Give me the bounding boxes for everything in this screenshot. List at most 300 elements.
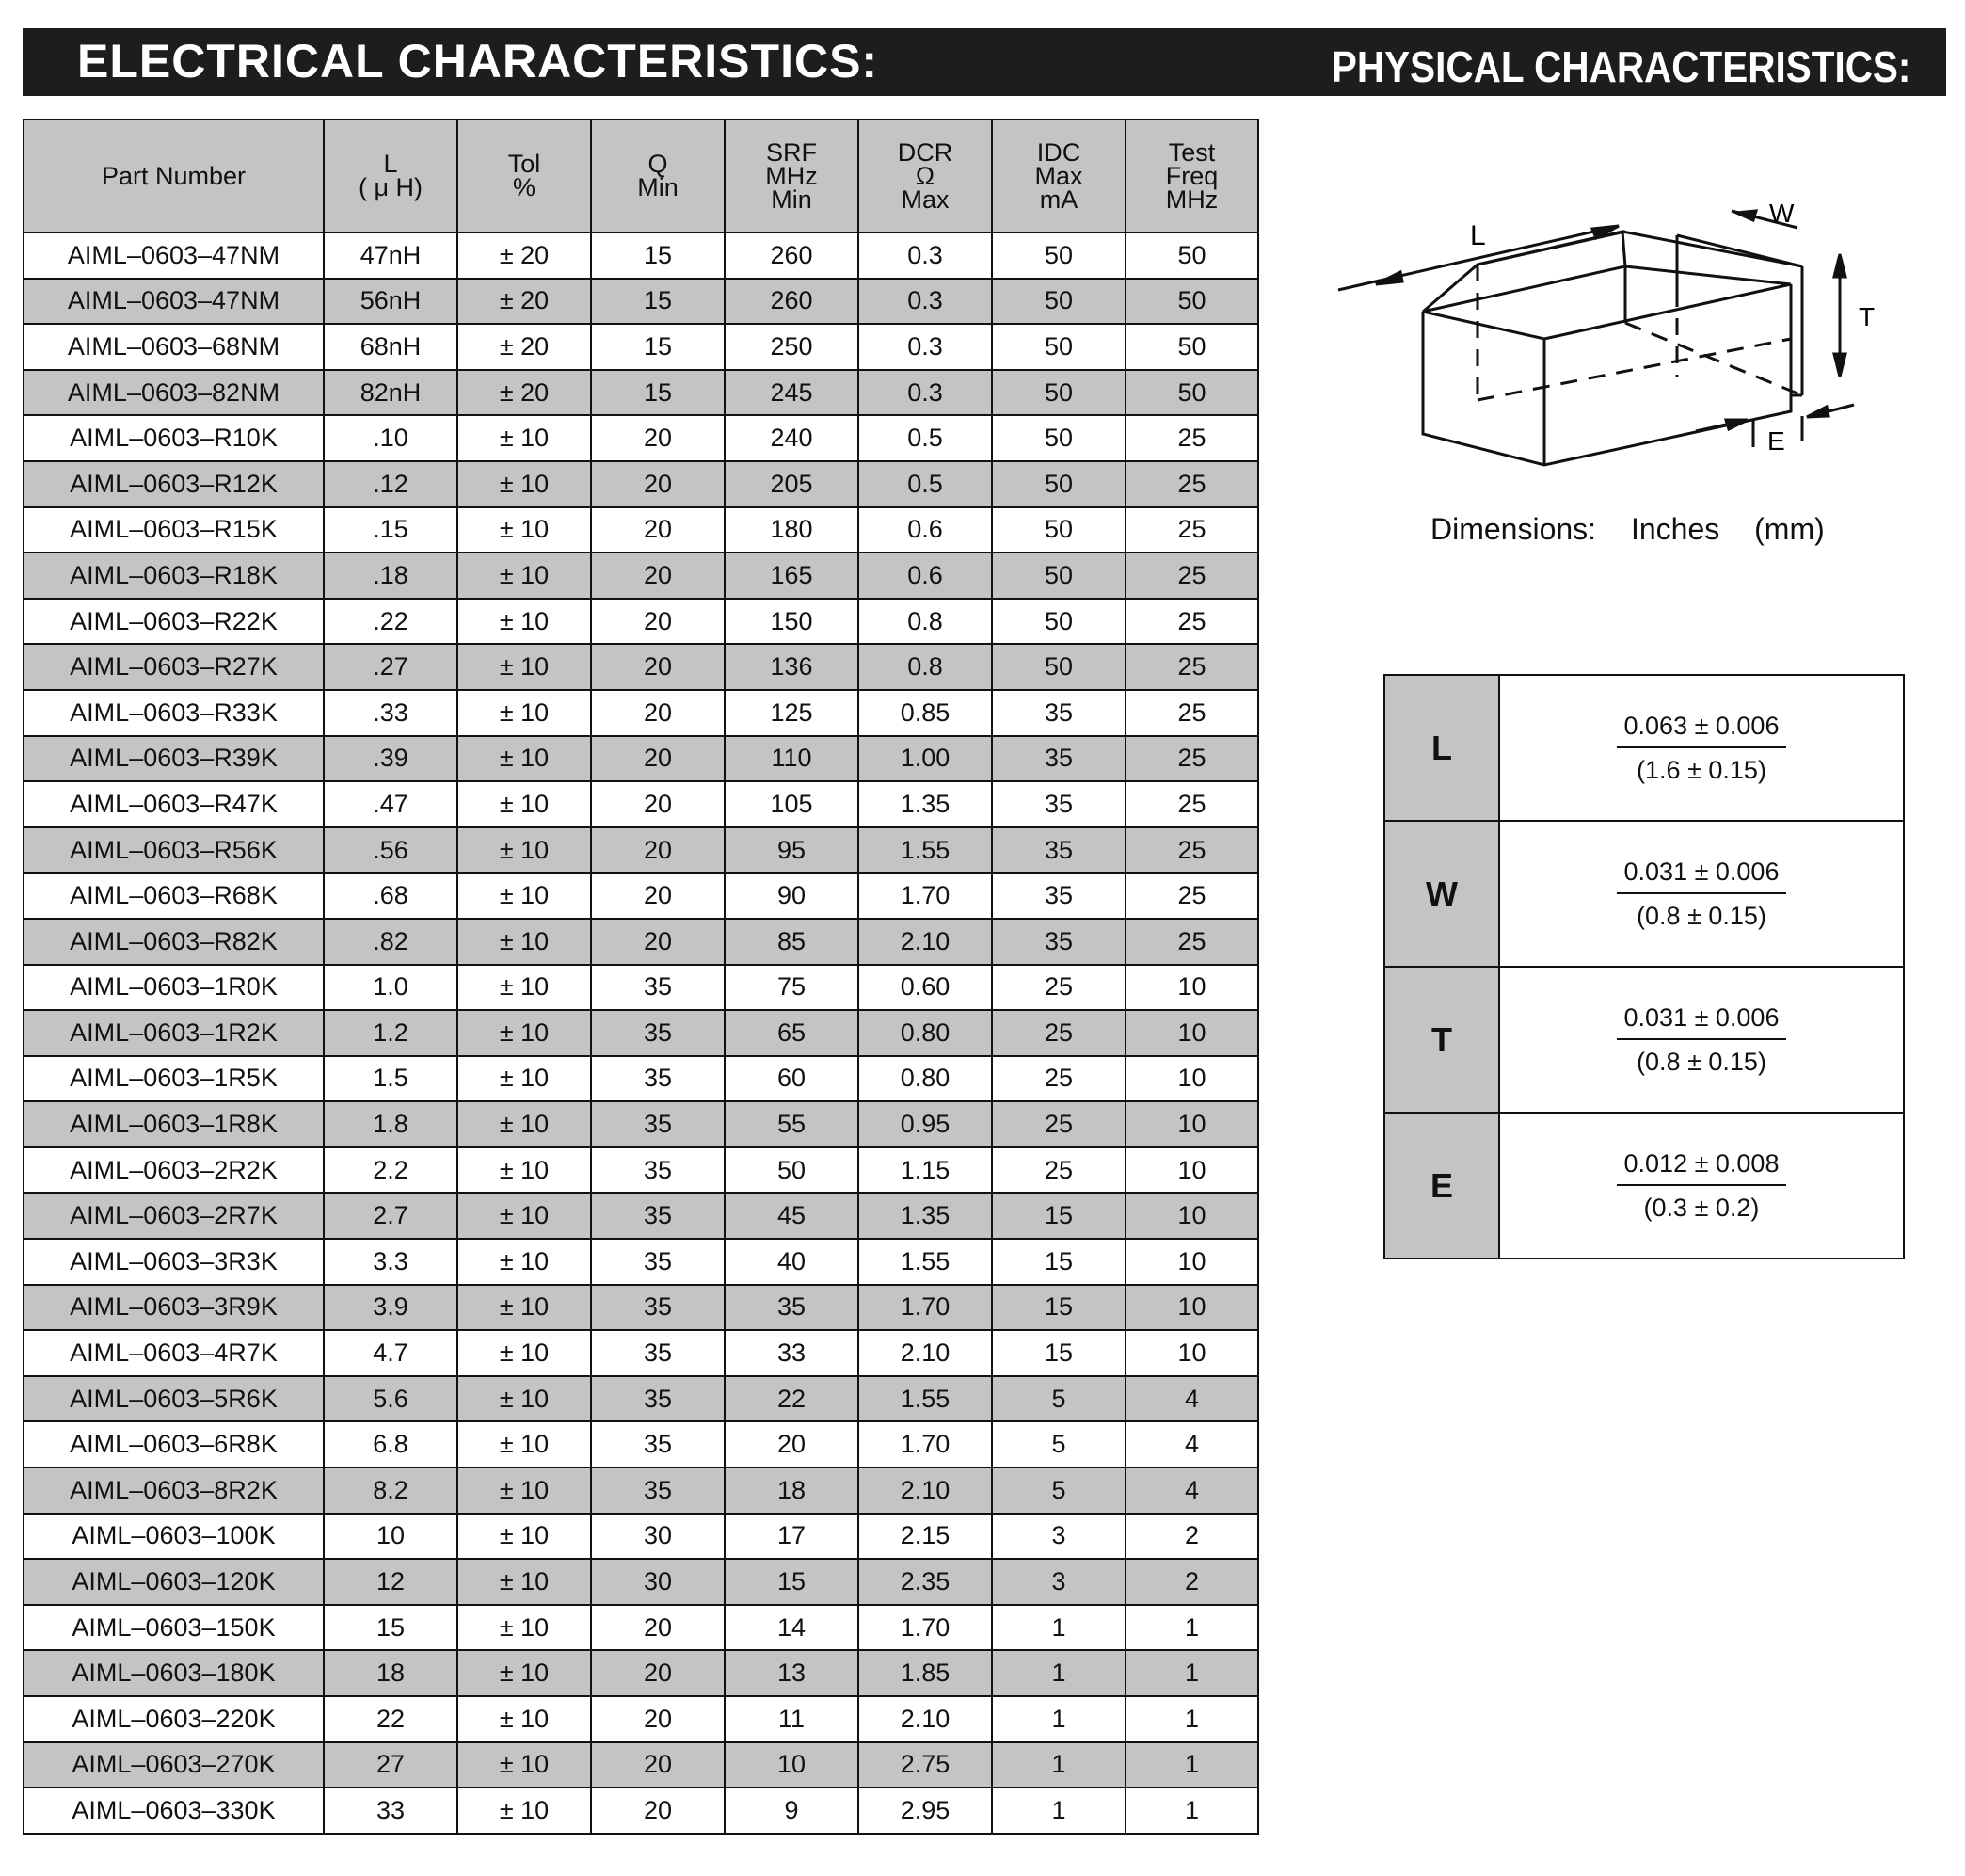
table-cell: 4 <box>1126 1421 1258 1467</box>
table-cell: 1 <box>992 1696 1126 1742</box>
table-cell: 35 <box>591 1330 725 1376</box>
table-cell: 25 <box>1126 553 1258 599</box>
table-row <box>24 1650 1258 1696</box>
table-cell: 110 <box>725 736 858 782</box>
dimension-value <box>1499 1113 1904 1259</box>
column-header <box>24 120 324 232</box>
table-cell: 10 <box>1126 965 1258 1011</box>
table-cell: ± 10 <box>457 1147 591 1194</box>
table-cell: ± 10 <box>457 781 591 827</box>
table-cell: 1.85 <box>858 1650 992 1696</box>
diagram-label-w: W <box>1769 199 1795 228</box>
part-number-cell: AIML–0603–R68K <box>24 873 324 919</box>
table-cell: 35 <box>591 1421 725 1467</box>
table-cell: 90 <box>725 873 858 919</box>
table-cell: 15 <box>591 279 725 325</box>
table-row <box>24 1421 1258 1467</box>
table-cell: 50 <box>992 232 1126 279</box>
table-cell: 1 <box>1126 1605 1258 1651</box>
dimension-value <box>1499 967 1904 1113</box>
table-cell: 25 <box>1126 507 1258 553</box>
column-header-line: Max <box>1034 161 1083 190</box>
table-cell: ± 10 <box>457 644 591 690</box>
dimension-fraction <box>1617 1003 1787 1077</box>
part-number-cell: AIML–0603–R56K <box>24 827 324 874</box>
table-cell: ± 20 <box>457 232 591 279</box>
table-row <box>24 919 1258 965</box>
table-row <box>24 873 1258 919</box>
table-cell: 95 <box>725 827 858 874</box>
table-cell: 18 <box>725 1467 858 1514</box>
table-cell: 25 <box>992 1056 1126 1102</box>
table-cell: 250 <box>725 324 858 370</box>
dimensions-label: Dimensions: <box>1430 512 1597 546</box>
dimension-fraction <box>1617 712 1787 785</box>
table-row <box>24 781 1258 827</box>
table-cell: ± 10 <box>457 1421 591 1467</box>
column-header-line: Tol <box>507 150 541 178</box>
table-cell: 8.2 <box>324 1467 457 1514</box>
column-header <box>725 120 858 232</box>
column-header-line: Ω <box>915 161 935 190</box>
table-cell: 20 <box>591 736 725 782</box>
table-cell: 50 <box>1126 232 1258 279</box>
table-cell: .15 <box>324 507 457 553</box>
table-cell: ± 20 <box>457 370 591 416</box>
table-cell: 35 <box>725 1285 858 1331</box>
table-cell: 105 <box>725 781 858 827</box>
table-cell: ± 10 <box>457 690 591 736</box>
section-banner <box>23 28 1946 96</box>
table-row <box>24 1559 1258 1605</box>
table-cell: 3 <box>992 1514 1126 1560</box>
column-header <box>1126 120 1258 232</box>
table-cell: 15 <box>324 1605 457 1651</box>
table-cell: 125 <box>725 690 858 736</box>
table-row <box>24 232 1258 279</box>
table-cell: ± 10 <box>457 1330 591 1376</box>
table-cell: .27 <box>324 644 457 690</box>
column-header-line: L <box>383 150 398 178</box>
table-cell: 35 <box>992 781 1126 827</box>
column-header-line: Min <box>771 184 812 214</box>
table-cell: ± 10 <box>457 827 591 874</box>
table-cell: 35 <box>591 1056 725 1102</box>
table-cell: .33 <box>324 690 457 736</box>
table-row <box>24 553 1258 599</box>
table-cell: 35 <box>591 1147 725 1194</box>
dimension-mm: (0.8 ± 0.15) <box>1637 1047 1766 1076</box>
table-cell: 15 <box>591 370 725 416</box>
part-number-cell: AIML–0603–47NM <box>24 279 324 325</box>
diagram-label-l: L <box>1470 220 1486 251</box>
table-cell: 50 <box>992 461 1126 507</box>
table-cell: 15 <box>992 1193 1126 1239</box>
table-row <box>24 690 1258 736</box>
table-cell: ± 10 <box>457 1605 591 1651</box>
table-row <box>24 461 1258 507</box>
part-number-cell: AIML–0603–2R2K <box>24 1147 324 1194</box>
table-row <box>24 1285 1258 1331</box>
table-cell: ± 10 <box>457 1650 591 1696</box>
table-cell: 5 <box>992 1376 1126 1422</box>
table-row <box>24 279 1258 325</box>
physical-table-body <box>1384 675 1904 1259</box>
table-cell: 2.7 <box>324 1193 457 1239</box>
column-header <box>992 120 1126 232</box>
part-number-cell: AIML–0603–3R3K <box>24 1239 324 1285</box>
table-cell: 2.2 <box>324 1147 457 1194</box>
table-cell: 68nH <box>324 324 457 370</box>
table-cell: 18 <box>324 1650 457 1696</box>
part-number-cell: AIML–0603–1R2K <box>24 1010 324 1056</box>
table-cell: ± 10 <box>457 965 591 1011</box>
table-cell: ± 10 <box>457 1559 591 1605</box>
dimension-inches: 0.031 ± 0.006 <box>1617 858 1787 894</box>
column-header-line: mA <box>1039 184 1078 214</box>
table-cell: ± 10 <box>457 873 591 919</box>
table-cell: 12 <box>324 1559 457 1605</box>
table-cell: 35 <box>591 1467 725 1514</box>
table-cell: 1 <box>1126 1788 1258 1834</box>
part-number-cell: AIML–0603–3R9K <box>24 1285 324 1331</box>
table-cell: .47 <box>324 781 457 827</box>
table-cell: ± 10 <box>457 919 591 965</box>
part-number-cell: AIML–0603–R82K <box>24 919 324 965</box>
table-cell: 50 <box>992 279 1126 325</box>
table-cell: 4.7 <box>324 1330 457 1376</box>
table-cell: 20 <box>591 415 725 461</box>
table-row <box>24 370 1258 416</box>
table-cell: 20 <box>591 781 725 827</box>
table-cell: 20 <box>591 644 725 690</box>
table-cell: ± 10 <box>457 1285 591 1331</box>
table-cell: 260 <box>725 232 858 279</box>
table-cell: 20 <box>591 553 725 599</box>
table-header-row <box>24 120 1258 232</box>
table-cell: 1 <box>992 1605 1126 1651</box>
table-cell: 50 <box>1126 279 1258 325</box>
dimension-value <box>1499 675 1904 821</box>
table-cell: 2.10 <box>858 1467 992 1514</box>
column-header-line: % <box>512 173 535 201</box>
table-cell: 1 <box>992 1742 1126 1788</box>
table-cell: ± 10 <box>457 415 591 461</box>
column-header-line: IDC <box>1036 137 1081 167</box>
table-cell: 50 <box>992 599 1126 645</box>
part-number-cell: AIML–0603–R47K <box>24 781 324 827</box>
table-cell: 25 <box>992 965 1126 1011</box>
table-cell: 1.8 <box>324 1101 457 1147</box>
column-header-line: SRF <box>766 137 817 167</box>
table-cell: 4 <box>1126 1467 1258 1514</box>
table-row <box>24 415 1258 461</box>
table-cell: 1.35 <box>858 1193 992 1239</box>
table-cell: 136 <box>725 644 858 690</box>
table-cell: ± 10 <box>457 1788 591 1834</box>
table-cell: 1 <box>992 1788 1126 1834</box>
table-cell: 35 <box>591 965 725 1011</box>
table-cell: 0.5 <box>858 461 992 507</box>
table-cell: 1 <box>992 1650 1126 1696</box>
table-cell: 50 <box>725 1147 858 1194</box>
table-cell: 1.35 <box>858 781 992 827</box>
physical-characteristics-title: PHYSICAL CHARACTERISTICS: <box>1331 42 1910 91</box>
part-number-cell: AIML–0603–R27K <box>24 644 324 690</box>
table-cell: .18 <box>324 553 457 599</box>
table-cell: .39 <box>324 736 457 782</box>
table-cell: 180 <box>725 507 858 553</box>
table-cell: 33 <box>324 1788 457 1834</box>
table-cell: 6.8 <box>324 1421 457 1467</box>
table-cell: 50 <box>992 415 1126 461</box>
table-cell: ± 10 <box>457 1101 591 1147</box>
table-cell: 10 <box>1126 1285 1258 1331</box>
table-row <box>24 1467 1258 1514</box>
table-cell: 15 <box>725 1559 858 1605</box>
table-cell: 20 <box>591 1788 725 1834</box>
table-row <box>24 965 1258 1011</box>
table-cell: 1.55 <box>858 1239 992 1285</box>
table-cell: 35 <box>992 919 1126 965</box>
dimensions-caption <box>1430 512 1851 547</box>
table-cell: .22 <box>324 599 457 645</box>
table-row <box>24 1376 1258 1422</box>
dimension-fraction <box>1617 858 1787 931</box>
column-header-line: Part Number <box>101 161 247 190</box>
table-cell: 15 <box>591 324 725 370</box>
diagram-label-t: T <box>1859 302 1876 331</box>
table-cell: 1 <box>1126 1742 1258 1788</box>
part-number-cell: AIML–0603–68NM <box>24 324 324 370</box>
table-cell: 0.3 <box>858 232 992 279</box>
table-cell: 10 <box>1126 1193 1258 1239</box>
table-cell: 0.8 <box>858 644 992 690</box>
table-cell: 10 <box>1126 1010 1258 1056</box>
table-cell: 1.70 <box>858 1285 992 1331</box>
table-cell: 2.10 <box>858 1696 992 1742</box>
table-cell: ± 10 <box>457 1742 591 1788</box>
table-cell: 165 <box>725 553 858 599</box>
table-row <box>24 1101 1258 1147</box>
table-cell: 35 <box>992 736 1126 782</box>
table-cell: 25 <box>992 1101 1126 1147</box>
table-cell: 13 <box>725 1650 858 1696</box>
part-number-cell: AIML–0603–R18K <box>24 553 324 599</box>
table-cell: 260 <box>725 279 858 325</box>
table-row <box>24 1514 1258 1560</box>
table-cell: .10 <box>324 415 457 461</box>
table-cell: 20 <box>591 873 725 919</box>
dimensions-unit-inches: Inches <box>1630 512 1720 546</box>
column-header <box>457 120 591 232</box>
table-cell: 0.6 <box>858 507 992 553</box>
dimension-mm: (1.6 ± 0.15) <box>1637 755 1766 784</box>
table-cell: 10 <box>324 1514 457 1560</box>
table-cell: 1.2 <box>324 1010 457 1056</box>
table-cell: 35 <box>591 1101 725 1147</box>
table-cell: 50 <box>992 324 1126 370</box>
dimension-key: W <box>1384 821 1499 967</box>
table-cell: 0.3 <box>858 324 992 370</box>
table-cell: 50 <box>1126 324 1258 370</box>
table-cell: 50 <box>992 553 1126 599</box>
table-cell: 0.95 <box>858 1101 992 1147</box>
column-header-line: DCR <box>897 137 953 167</box>
dimension-mm: (0.3 ± 0.2) <box>1643 1193 1760 1222</box>
table-cell: 2.10 <box>858 1330 992 1376</box>
table-cell: 35 <box>591 1376 725 1422</box>
table-cell: 25 <box>1126 599 1258 645</box>
table-cell: 35 <box>992 827 1126 874</box>
table-cell: 25 <box>1126 919 1258 965</box>
dimension-fraction <box>1617 1149 1787 1223</box>
table-cell: 50 <box>992 644 1126 690</box>
dimension-inches: 0.063 ± 0.006 <box>1617 712 1787 748</box>
part-number-cell: AIML–0603–R10K <box>24 415 324 461</box>
table-cell: ± 10 <box>457 1696 591 1742</box>
table-row <box>24 1010 1258 1056</box>
table-cell: 20 <box>591 827 725 874</box>
table-cell: 45 <box>725 1193 858 1239</box>
table-cell: 10 <box>1126 1147 1258 1194</box>
part-number-cell: AIML–0603–82NM <box>24 370 324 416</box>
dimension-inches: 0.031 ± 0.006 <box>1617 1003 1787 1040</box>
column-header <box>324 120 457 232</box>
table-cell: 35 <box>992 690 1126 736</box>
table-cell: 35 <box>591 1285 725 1331</box>
table-cell: 15 <box>992 1239 1126 1285</box>
table-cell: 15 <box>591 232 725 279</box>
table-cell: 2 <box>1126 1559 1258 1605</box>
dimension-value <box>1499 821 1904 967</box>
part-number-cell: AIML–0603–2R7K <box>24 1193 324 1239</box>
table-cell: 5.6 <box>324 1376 457 1422</box>
table-cell: 3.9 <box>324 1285 457 1331</box>
table-cell: 22 <box>725 1376 858 1422</box>
table-row <box>24 507 1258 553</box>
table-cell: 47nH <box>324 232 457 279</box>
table-cell: .56 <box>324 827 457 874</box>
table-cell: ± 10 <box>457 736 591 782</box>
table-row <box>24 736 1258 782</box>
table-cell: 4 <box>1126 1376 1258 1422</box>
table-cell: 50 <box>992 370 1126 416</box>
table-row <box>24 1056 1258 1102</box>
part-number-cell: AIML–0603–1R0K <box>24 965 324 1011</box>
part-number-cell: AIML–0603–5R6K <box>24 1376 324 1422</box>
part-number-cell: AIML–0603–270K <box>24 1742 324 1788</box>
part-number-cell: AIML–0603–8R2K <box>24 1467 324 1514</box>
table-cell: 30 <box>591 1514 725 1560</box>
table-cell: .68 <box>324 873 457 919</box>
table-row <box>24 1742 1258 1788</box>
table-row <box>24 1193 1258 1239</box>
table-cell: 5 <box>992 1421 1126 1467</box>
table-cell: ± 20 <box>457 324 591 370</box>
dimension-key: T <box>1384 967 1499 1113</box>
table-cell: 85 <box>725 919 858 965</box>
dimension-inches: 0.012 ± 0.008 <box>1617 1149 1787 1186</box>
table-cell: 50 <box>992 507 1126 553</box>
table-cell: 20 <box>591 919 725 965</box>
part-number-cell: AIML–0603–120K <box>24 1559 324 1605</box>
table-cell: 35 <box>591 1010 725 1056</box>
table-cell: 20 <box>591 507 725 553</box>
table-cell: ± 10 <box>457 553 591 599</box>
table-cell: 27 <box>324 1742 457 1788</box>
table-cell: 1.70 <box>858 873 992 919</box>
table-cell: 2.95 <box>858 1788 992 1834</box>
table-cell: 0.80 <box>858 1010 992 1056</box>
table-cell: 150 <box>725 599 858 645</box>
table-cell: 20 <box>591 461 725 507</box>
table-cell: 10 <box>1126 1239 1258 1285</box>
table-cell: 35 <box>992 873 1126 919</box>
table-cell: 2 <box>1126 1514 1258 1560</box>
table-cell: ± 10 <box>457 599 591 645</box>
table-cell: 1.70 <box>858 1421 992 1467</box>
table-cell: 10 <box>1126 1056 1258 1102</box>
table-cell: ± 10 <box>457 1056 591 1102</box>
table-row <box>24 1788 1258 1834</box>
dimension-row <box>1384 821 1904 967</box>
column-header-line: Max <box>901 184 950 214</box>
table-cell: 2.10 <box>858 919 992 965</box>
column-header-line: ( μ H) <box>358 173 423 201</box>
table-cell: 245 <box>725 370 858 416</box>
table-cell: 20 <box>591 690 725 736</box>
table-cell: ± 10 <box>457 1376 591 1422</box>
table-cell: 2.15 <box>858 1514 992 1560</box>
table-cell: 60 <box>725 1056 858 1102</box>
part-number-cell: AIML–0603–180K <box>24 1650 324 1696</box>
table-cell: ± 10 <box>457 507 591 553</box>
table-cell: 25 <box>992 1147 1126 1194</box>
dimension-row <box>1384 675 1904 821</box>
table-cell: ± 10 <box>457 1467 591 1514</box>
table-cell: 0.5 <box>858 415 992 461</box>
table-cell: 20 <box>591 1605 725 1651</box>
column-header-line: Min <box>637 173 679 201</box>
table-cell: 1.5 <box>324 1056 457 1102</box>
table-cell: 25 <box>1126 827 1258 874</box>
table-cell: 0.3 <box>858 370 992 416</box>
table-cell: 1.55 <box>858 1376 992 1422</box>
part-number-cell: AIML–0603–R22K <box>24 599 324 645</box>
table-cell: 20 <box>725 1421 858 1467</box>
table-cell: 240 <box>725 415 858 461</box>
table-cell: .82 <box>324 919 457 965</box>
diagram-label-e: E <box>1767 426 1785 456</box>
column-header-line: MHz <box>765 161 818 190</box>
part-number-cell: AIML–0603–4R7K <box>24 1330 324 1376</box>
table-row <box>24 1147 1258 1194</box>
part-number-cell: AIML–0603–6R8K <box>24 1421 324 1467</box>
table-cell: 2.75 <box>858 1742 992 1788</box>
table-cell: 1 <box>1126 1696 1258 1742</box>
table-row <box>24 1239 1258 1285</box>
table-cell: 1.15 <box>858 1147 992 1194</box>
table-cell: 20 <box>591 599 725 645</box>
table-cell: ± 10 <box>457 1239 591 1285</box>
table-cell: 11 <box>725 1696 858 1742</box>
table-cell: 1.55 <box>858 827 992 874</box>
dimension-row <box>1384 967 1904 1113</box>
table-row <box>24 1605 1258 1651</box>
table-cell: 1.0 <box>324 965 457 1011</box>
table-cell: ± 10 <box>457 1010 591 1056</box>
